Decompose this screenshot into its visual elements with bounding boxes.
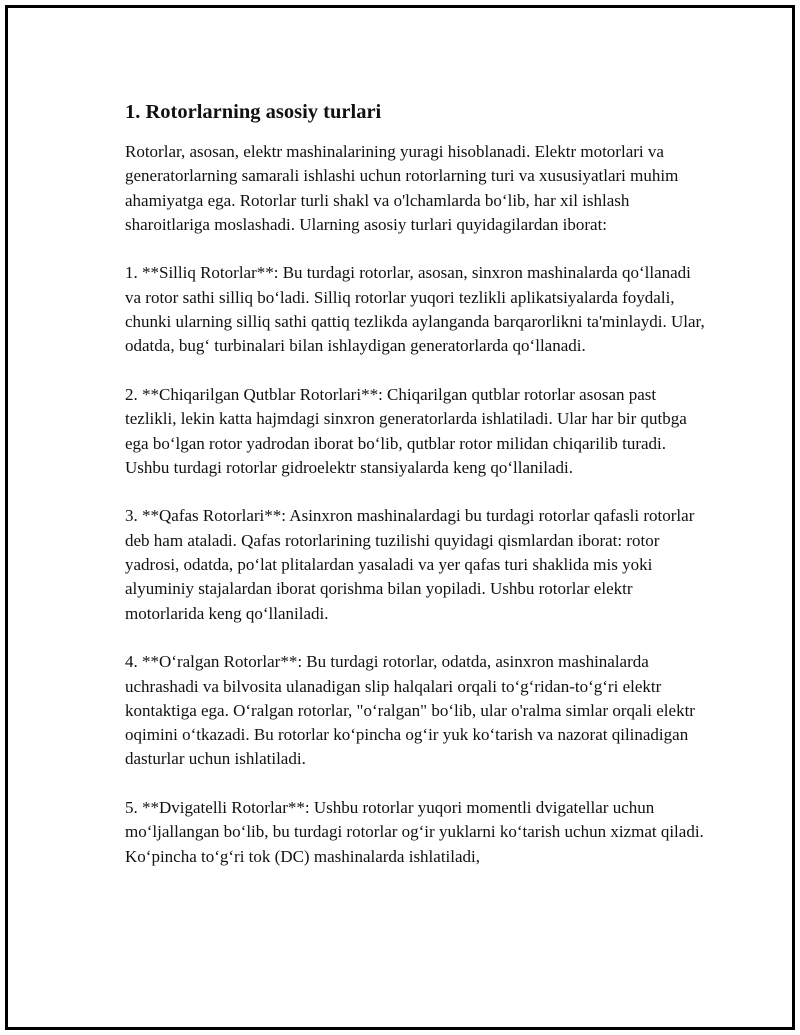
paragraph-wound-rotors: 4. **O‘ralgan Rotorlar**: Bu turdagi rotorlar, odatda, asinxron mashinalarda uchrashadi va bilvosita ulanadigan slip halqalari orqali to‘g‘ridan-to‘g‘ri elektr kontaktiga ega. O‘ralgan rotorlar, "o‘ralgan" bo‘lib, ular o'ralma simlar orqali elektr oqimini o‘tkazadi. Bu rotorlar ko‘pincha og‘ir yuk ko‘tarish va nazorat qilinadigan dasturlar uchun ishlatiladi. (125, 652, 695, 769)
paragraph-smooth-rotors: 1. **Silliq Rotorlar**: Bu turdagi rotorlar, asosan, sinxron mashinalarda qo‘llanadi va rotor sathi silliq bo‘ladi. Silliq rotorlar yuqori tezlikli aplikatsiyalarda foydali, chunki ularning silliq sathi qattiq tezlikda aylanganda barqarorlikni ta'minlaydi. Ular, odatda, bug‘ turbinalari bilan ishlaydigan generatorlarda qo‘llanadi. (125, 263, 705, 356)
paragraph-salient-pole-rotors: 2. **Chiqarilgan Qutblar Rotorlari**: Chiqarilgan qutblar rotorlar asosan past tezlikli, lekin katta hajmdagi sinxron generatorlarda ishlatiladi. Ular har bir qutbga ega bo‘lgan rotor yadrodan iborat bo‘lib, qutblar rotor milidan chiqarilib turadi. Ushbu turdagi rotorlar gidroelektr stansiyalarda keng qo‘llaniladi. (125, 384, 687, 477)
document-body (125, 98, 705, 893)
page-frame (5, 5, 795, 1030)
intro-paragraph: Rotorlar, asosan, elektr mashinalarining yuragi hisoblanadi. Elektr motorlari va generatorlarning samarali ishlashi uchun rotorlarning turi va xususiyatlari muhim ahamiyatga ega. Rotorlar turli shakl va o'lchamlarda bo‘lib, har xil ishlash sharoitlariga moslashadi. Ularning asosiy turlari quyidagilardan iborat: (125, 142, 679, 234)
paragraph-motor-rotors: 5. **Dvigatelli Rotorlar**: Ushbu rotorlar yuqori momentli dvigatellar uchun mo‘ljallangan bo‘lib, bu turdagi rotorlar og‘ir yuklarni ko‘tarish uchun xizmat qiladi. Ko‘pincha to‘g‘ri tok (DC) mashinalarda ishlatiladi, (125, 798, 704, 866)
section-heading: 1. Rotorlarning asosiy turlari (125, 101, 382, 123)
paragraph-squirrel-cage-rotors: 3. **Qafas Rotorlari**: Asinxron mashinalardagi bu turdagi rotorlar qafasli rotorlar deb ham ataladi. Qafas rotorlarining tuzilishi quyidagi qismlardan iborat: rotor yadrosi, odatda, po‘lat plitalardan yasaladi va yer qafas turi shaklida mis yoki alyuminiy stajalardan iborat qorishma bilan yopiladi. Ushbu rotorlar elektr motorlarida keng qo‘llaniladi. (125, 506, 695, 623)
